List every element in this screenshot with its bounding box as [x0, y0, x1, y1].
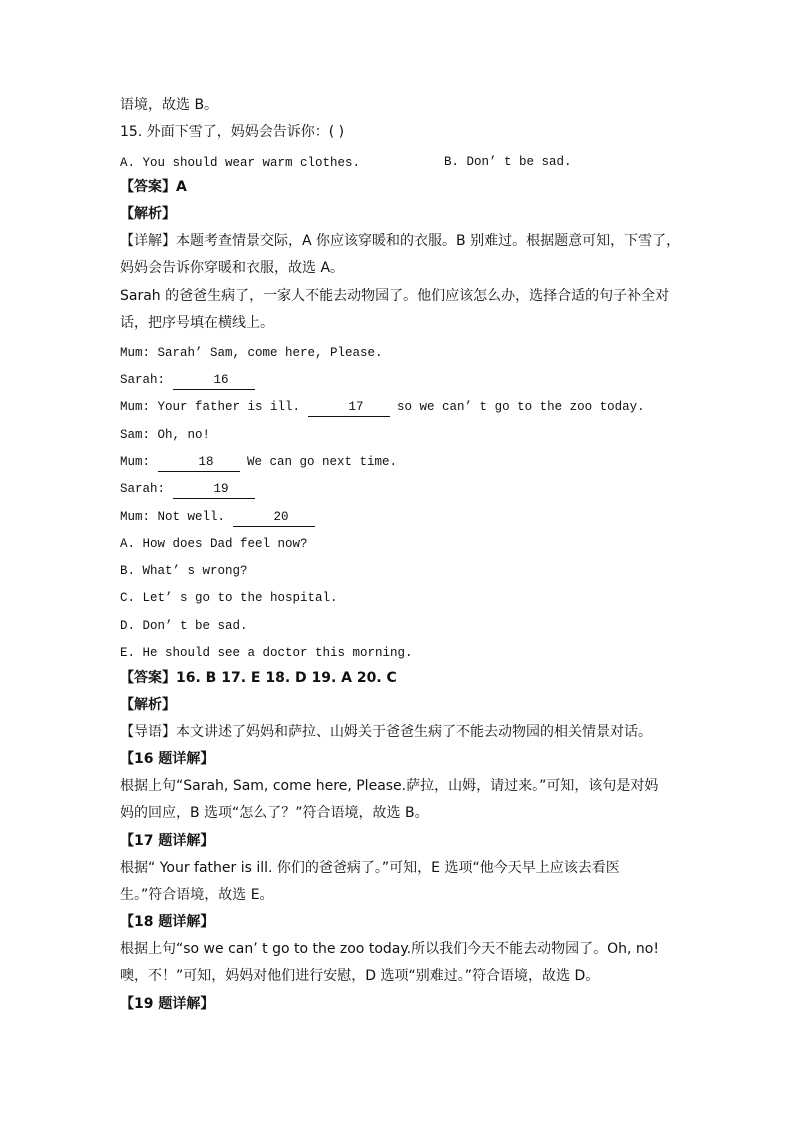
blank-number: 18 [198, 455, 214, 469]
section-heading: 【17 题详解】 [120, 833, 215, 849]
section-heading: 【16 题详解】 [120, 751, 215, 767]
text-line: 话，把序号填在横线上。 [120, 315, 274, 331]
dialogue-line [120, 371, 255, 390]
dialogue-line: Sam: Oh, no! [120, 428, 211, 442]
text-line: 根据“ Your father is ill. 你们的爸爸病了。”可知，E 选项“他今天早上应该去看医 [120, 860, 620, 876]
blank-number: 17 [348, 400, 364, 414]
text-line: 【详解】本题考查情景交际，A 你应该穿暖和的衣服。B 别难过。根据题意可知，下雪了， [120, 233, 681, 249]
analysis-label: 【解析】 [120, 697, 176, 713]
text-line: 语境，故选 B。 [120, 97, 219, 113]
dialogue-line [120, 398, 645, 417]
choice-b: B. What’ s wrong? [120, 564, 248, 578]
question-15: 15. 外面下雪了，妈妈会告诉你：( ) [120, 124, 345, 140]
text-line: 妈的回应，B 选项“怎么了？”符合语境，故选 B。 [120, 805, 429, 821]
dialogue-line: Mum: Sarah’ Sam, come here, Please. [120, 346, 383, 360]
speaker: Mum: [120, 455, 158, 469]
answer-label: 【答案】A [120, 179, 187, 195]
option-b: B. Don’ t be sad. [444, 155, 572, 169]
blank-number: 19 [213, 482, 229, 496]
answer-key: 【答案】16. B 17. E 18. D 19. A 20. C [120, 670, 397, 686]
section-heading: 【18 题详解】 [120, 914, 215, 930]
text-line: Sarah 的爸爸生病了，一家人不能去动物园了。他们应该怎么办，选择合适的句子补全对 [120, 288, 670, 304]
choice-d: D. Don’ t be sad. [120, 619, 248, 633]
dialogue-line [120, 508, 315, 527]
speaker-text: We can go next time. [239, 455, 398, 469]
blank-17 [308, 398, 390, 417]
choice-e: E. He should see a doctor this morning. [120, 646, 413, 660]
text-line: 根据上句“Sarah, Sam, come here, Please.萨拉，山姆，请过来。”可知，该句是对妈 [120, 778, 659, 794]
text-line: 生。”符合语境，故选 E。 [120, 887, 274, 903]
blank-19 [173, 480, 255, 499]
speaker: Sarah: [120, 373, 173, 387]
blank-number: 20 [273, 510, 289, 524]
option-a: A. You should wear warm clothes. [120, 156, 361, 170]
choice-a: A. How does Dad feel now? [120, 537, 308, 551]
text-line: 根据上句“so we can’ t go to the zoo today.所以我们今天不能去动物园了。Oh, no! [120, 941, 659, 957]
options-line [120, 153, 680, 172]
text-line: 噢，不！”可知，妈妈对他们进行安慰，D 选项“别难过。”符合语境，故选 D。 [120, 968, 600, 984]
speaker-text: Mum: Not well. [120, 510, 233, 524]
speaker-text: Mum: Your father is ill. [120, 400, 308, 414]
blank-18 [158, 453, 240, 472]
blank-16 [173, 371, 255, 390]
dialogue-line [120, 453, 397, 472]
speaker: Sarah: [120, 482, 173, 496]
section-heading: 【19 题详解】 [120, 996, 215, 1012]
blank-number: 16 [213, 373, 229, 387]
dialogue-line [120, 480, 255, 499]
choice-c: C. Let’ s go to the hospital. [120, 591, 338, 605]
blank-20 [233, 508, 315, 527]
text-line: 【导语】本文讲述了妈妈和萨拉、山姆关于爸爸生病了不能去动物园的相关情景对话。 [120, 724, 652, 740]
analysis-label: 【解析】 [120, 206, 176, 222]
text-line: 妈妈会告诉你穿暖和衣服，故选 A。 [120, 260, 345, 276]
speaker-text: so we can’ t go to the zoo today. [389, 400, 645, 414]
